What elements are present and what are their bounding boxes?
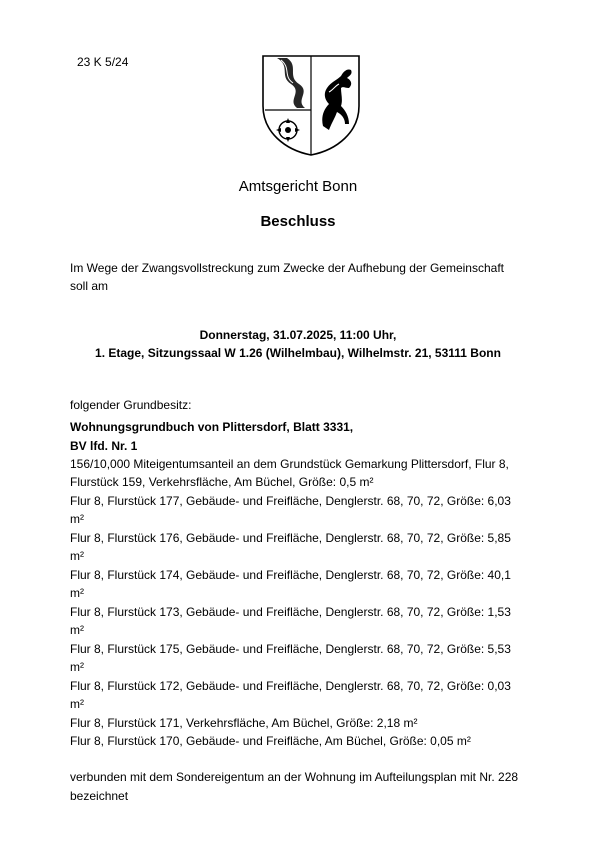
property-line: m² <box>70 660 84 674</box>
property-line: m² <box>70 549 84 563</box>
property-line: Flur 8, Flurstück 173, Gebäude- und Freifläche, Denglerstr. 68, 70, 72, Größe: 1,53 <box>70 605 511 619</box>
property-line: m² <box>70 586 84 600</box>
property-line: Flurstück 159, Verkehrsfläche, Am Büchel, Größe: 0,5 m² <box>70 475 374 489</box>
property-line: m² <box>70 697 84 711</box>
closing-line: bezeichnet <box>70 789 129 803</box>
file-number: 23 K 5/24 <box>77 55 129 69</box>
hearing-location: 1. Etage, Sitzungssaal W 1.26 (Wilhelmbau), Wilhelmstr. 21, 53111 Bonn <box>95 346 501 360</box>
property-heading: folgender Grundbesitz: <box>70 398 192 412</box>
document-title: Beschluss <box>260 213 336 230</box>
property-line: Flur 8, Flurstück 177, Gebäude- und Freifläche, Denglerstr. 68, 70, 72, Größe: 6,03 <box>70 494 511 508</box>
hearing-date: Donnerstag, 31.07.2025, 11:00 Uhr, <box>199 328 397 342</box>
property-line: m² <box>70 623 84 637</box>
property-line: Flur 8, Flurstück 176, Gebäude- und Freifläche, Denglerstr. 68, 70, 72, Größe: 5,85 <box>70 531 511 545</box>
intro-line: Im Wege der Zwangsvollstreckung zum Zwecke der Aufhebung der Gemeinschaft <box>70 261 504 275</box>
property-line: Flur 8, Flurstück 172, Gebäude- und Freifläche, Denglerstr. 68, 70, 72, Größe: 0,03 <box>70 679 511 693</box>
closing-line: verbunden mit dem Sondereigentum an der Wohnung im Aufteilungsplan mit Nr. 228 <box>70 770 519 784</box>
land-register: Wohnungsgrundbuch von Plittersdorf, Blatt 3331, <box>70 420 354 434</box>
intro-line: soll am <box>70 279 109 293</box>
property-line: Flur 8, Flurstück 171, Verkehrsfläche, Am Büchel, Größe: 2,18 m² <box>70 716 418 730</box>
coat-of-arms-icon <box>257 52 365 158</box>
property-line: m² <box>70 512 84 526</box>
bv-number: BV lfd. Nr. 1 <box>70 439 138 453</box>
property-line: Flur 8, Flurstück 170, Gebäude- und Freifläche, Am Büchel, Größe: 0,05 m² <box>70 734 471 748</box>
property-line: Flur 8, Flurstück 175, Gebäude- und Freifläche, Denglerstr. 68, 70, 72, Größe: 5,53 <box>70 642 511 656</box>
court-name: Amtsgericht Bonn <box>238 178 358 195</box>
property-line: 156/10,000 Miteigentumsanteil an dem Grundstück Gemarkung Plittersdorf, Flur 8, <box>70 457 509 471</box>
property-line: Flur 8, Flurstück 174, Gebäude- und Freifläche, Denglerstr. 68, 70, 72, Größe: 40,1 <box>70 568 511 582</box>
